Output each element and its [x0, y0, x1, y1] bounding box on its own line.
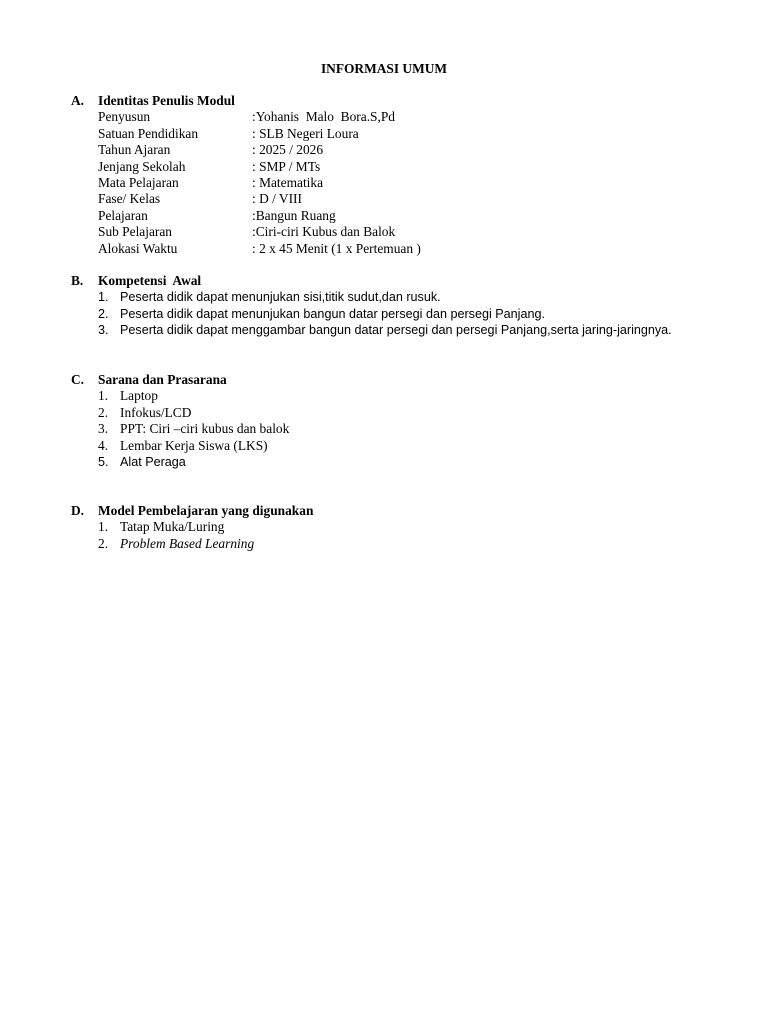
info-label: Penyusun — [98, 109, 151, 125]
section-heading — [71, 273, 697, 289]
info-label: Fase/ Kelas — [98, 191, 161, 207]
section-heading — [71, 93, 697, 109]
section-title: Sarana dan Prasarana — [98, 372, 227, 387]
section-letter: D. — [71, 503, 85, 518]
list-text: Problem Based Learning — [120, 535, 255, 551]
info-label: Mata Pelajaran — [98, 174, 179, 190]
list-item — [71, 322, 697, 338]
section-kompetensi-awal — [71, 273, 697, 339]
list-number: 3. — [98, 421, 109, 437]
section-letter: C. — [71, 372, 85, 387]
info-value: : 2 x 45 Menit (1 x Pertemuan ) — [252, 240, 421, 256]
info-label: Tahun Ajaran — [98, 142, 171, 158]
list-item — [71, 405, 697, 421]
list-text: Alat Peraga — [120, 455, 186, 470]
list-text: Tatap Muka/Luring — [120, 519, 225, 535]
section-identitas-penulis — [71, 93, 697, 257]
list-text: Laptop — [120, 388, 158, 404]
list-item — [71, 306, 697, 322]
info-label: Sub Pelajaran — [98, 224, 173, 240]
document-title: INFORMASI UMUM — [320, 61, 448, 76]
info-value: : Matematika — [252, 174, 324, 190]
list-item — [71, 289, 697, 305]
info-row-tahun-ajaran — [71, 142, 697, 158]
list-item — [71, 454, 697, 470]
list-text: Peserta didik dapat menggambar bangun datar persegi dan persegi Panjang,serta jaring-jaringnya. — [120, 323, 672, 338]
list-text: PPT: Ciri –ciri kubus dan balok — [120, 421, 290, 437]
list-text: Peserta didik dapat menunjukan sisi,titik sudut,dan rusuk. — [120, 290, 441, 305]
info-row-sub-pelajaran — [71, 224, 697, 240]
info-row-alokasi-waktu — [71, 241, 697, 257]
section-letter: A. — [71, 93, 85, 108]
info-row-jenjang-sekolah — [71, 159, 697, 175]
list-number: 2. — [98, 404, 109, 420]
info-value: :Ciri-ciri Kubus dan Balok — [252, 224, 396, 240]
list-number: 1. — [98, 290, 109, 305]
info-row-mata-pelajaran — [71, 175, 697, 191]
section-heading — [71, 372, 697, 388]
info-label: Satuan Pendidikan — [98, 125, 199, 141]
section-title: Model Pembelajaran yang digunakan — [98, 503, 314, 518]
section-heading — [71, 503, 697, 519]
list-item — [71, 388, 697, 404]
info-row-pelajaran — [71, 208, 697, 224]
list-item — [71, 519, 697, 535]
list-number: 1. — [98, 388, 109, 404]
list-item — [71, 536, 697, 552]
list-item — [71, 438, 697, 454]
info-value: : 2025 / 2026 — [252, 142, 324, 158]
list-text: Infokus/LCD — [120, 404, 192, 420]
section-letter: B. — [71, 273, 84, 288]
section-sarana-prasarana — [71, 372, 697, 470]
info-row-satuan-pendidikan — [71, 126, 697, 142]
info-value: : SMP / MTs — [252, 158, 321, 174]
list-number: 4. — [98, 437, 109, 453]
info-value: :Yohanis Malo Bora.S,Pd — [252, 109, 395, 125]
info-label: Pelajaran — [98, 207, 148, 223]
list-number: 3. — [98, 323, 109, 338]
section-title: Kompetensi Awal — [98, 273, 202, 288]
info-label: Jenjang Sekolah — [98, 158, 186, 174]
list-number: 5. — [98, 455, 109, 470]
info-row-penyusun — [71, 109, 697, 125]
list-number: 2. — [98, 306, 109, 321]
info-value: : D / VIII — [252, 191, 302, 207]
section-model-pembelajaran — [71, 503, 697, 552]
info-label: Alokasi Waktu — [98, 240, 178, 256]
list-number: 1. — [98, 519, 109, 535]
list-text: Peserta didik dapat menunjukan bangun datar persegi dan persegi Panjang. — [120, 306, 545, 321]
list-text: Lembar Kerja Siswa (LKS) — [120, 437, 268, 453]
section-title: Identitas Penulis Modul — [98, 93, 235, 108]
list-item — [71, 421, 697, 437]
info-value: :Bangun Ruang — [252, 207, 336, 223]
info-value: : SLB Negeri Loura — [252, 125, 359, 141]
list-number: 2. — [98, 535, 109, 551]
info-row-fase-kelas — [71, 191, 697, 207]
